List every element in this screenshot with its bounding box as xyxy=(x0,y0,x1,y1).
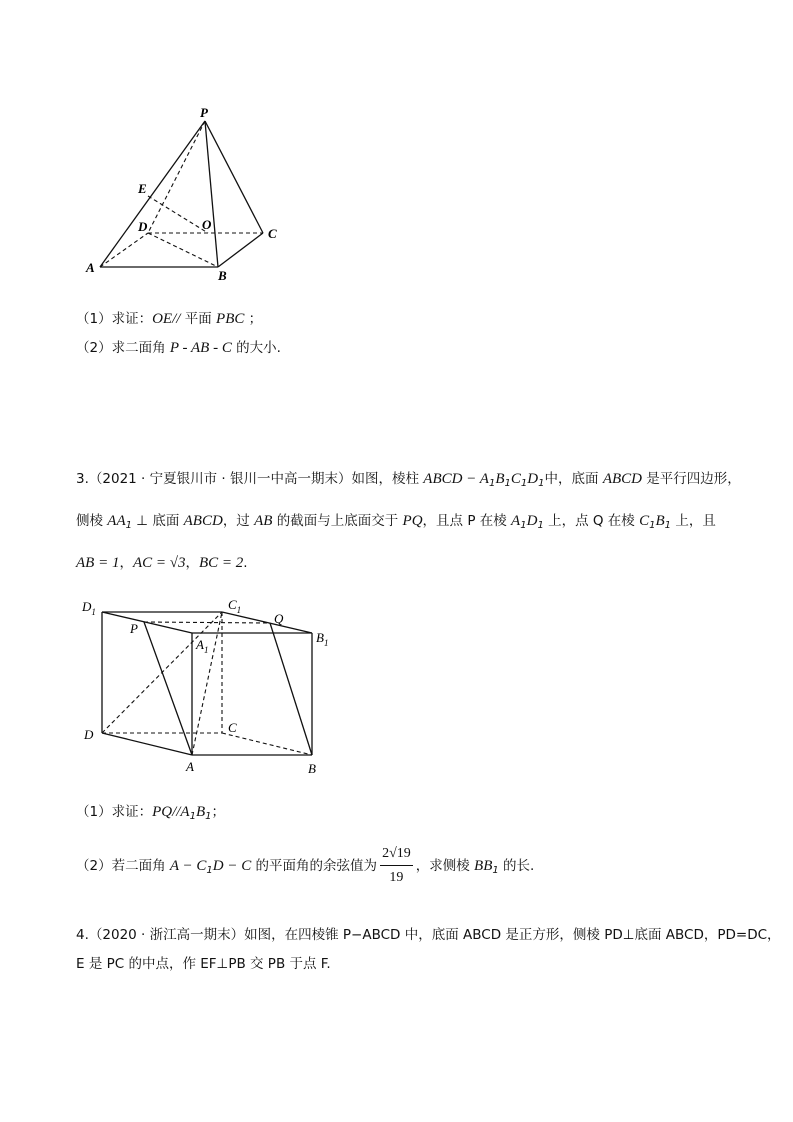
q3-part2: （2）若二面角 $A - C_1D - C$ 的平面角的余弦值为 $\frac{2√19}{19}$ ，求侧棱 $BB_1$ 的长. xyxy=(76,843,534,889)
q3-line3: AB = 1，AC = √3，BC = 2. xyxy=(76,555,248,571)
pyramid-figure xyxy=(80,100,290,285)
label-P: P xyxy=(130,621,138,636)
q3-line1: 3.（2021 · 宁夏银川市 · 银川一中高一期末）如图，棱柱 ABCD − $A_1B_1C_1D_1$中，底面 ABCD 是平行四边形， xyxy=(76,471,741,489)
label-D1: $D_1$ xyxy=(82,599,96,617)
label-B1: $B_1$ xyxy=(316,630,329,648)
label-D: D xyxy=(138,219,148,234)
label-E: E xyxy=(138,181,147,196)
label-A: A xyxy=(186,759,194,774)
label-A1: $A_1$ xyxy=(196,637,209,655)
label-C1: $C_1$ xyxy=(228,597,242,615)
label-A: A xyxy=(86,260,95,275)
label-C: C xyxy=(268,226,277,241)
cosine-fraction: $\frac{2√19}{19}$ xyxy=(380,843,413,889)
q4-line1: 4.（2020 · 浙江高一期末）如图，在四棱锥 P−ABCD 中，底面 ABCD 是正方形，侧棱 PD⊥底面 ABCD，PD=DC， xyxy=(76,927,781,943)
label-P: P xyxy=(200,105,208,120)
label-B: B xyxy=(218,268,227,283)
label-B: B xyxy=(308,761,316,776)
q3-part1: （1）求证：$PQ//A_1B_1$； xyxy=(76,804,226,822)
prism-figure xyxy=(78,595,338,780)
q2-part1: （1）求证：OE// 平面 PBC ； xyxy=(76,311,263,327)
q2-part2: （2）求二面角 P - AB - C 的大小. xyxy=(76,340,281,356)
label-Q: Q xyxy=(274,611,284,626)
label-C: C xyxy=(228,720,237,735)
label-D: D xyxy=(84,727,94,742)
label-O: O xyxy=(202,217,212,232)
q3-line2: 侧棱 $AA_1$ ⊥ 底面 ABCD，过 AB 的截面与上底面交于 PQ，且点 P 在棱 $A_1D_1$ 上，点 Q 在棱 $C_1B_1$ 上，且 xyxy=(76,513,716,531)
q4-line2: E 是 PC 的中点，作 EF⊥PB 交 PB 于点 F. xyxy=(76,956,331,972)
